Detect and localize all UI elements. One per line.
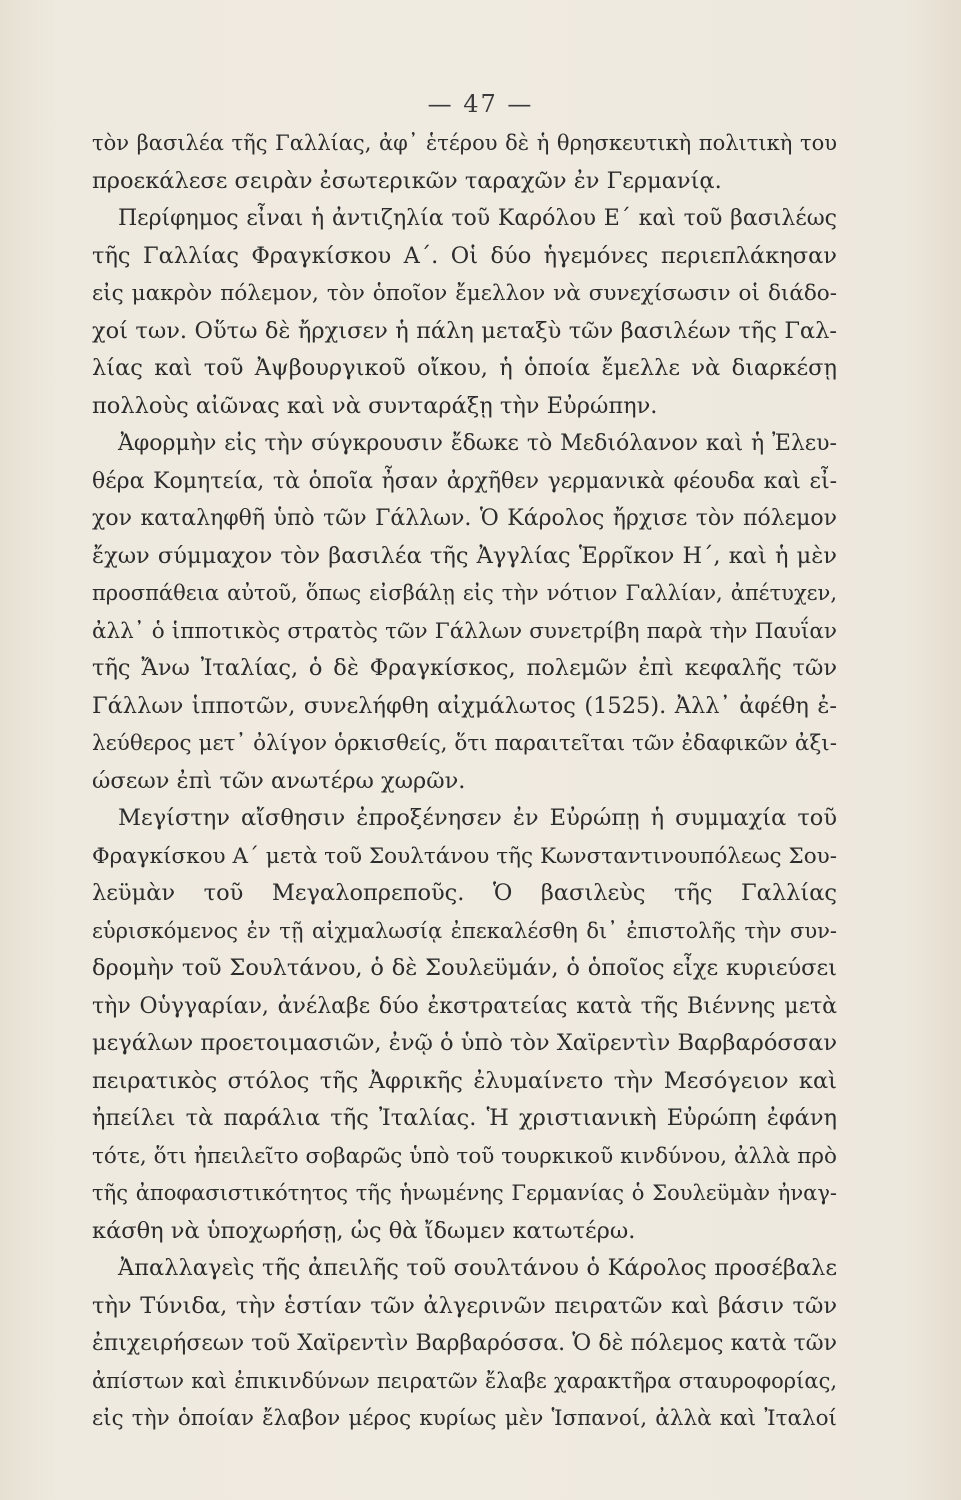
text-line: λεύθερος μετ᾽ ὀλίγον ὁρκισθείς, ὅτι παραιτεῖται τῶν ἐδαφικῶν ἀξι-	[92, 731, 837, 756]
text-line: πολλοὺς αἰῶνας καὶ νὰ συνταράξῃ τὴν Εὐρώπην.	[92, 392, 658, 419]
text-line: εἰς τὴν ὁποίαν ἔλαβον μέρος κυρίως μὲν Ἱσπανοί, ἀλλὰ καὶ Ἰταλοί	[92, 1406, 837, 1431]
text-line: χον καταληφθῆ ὑπὸ τῶν Γάλλων. Ὁ Κάρολος ἤρχισε τὸν πόλεμον	[92, 506, 837, 531]
text-line: τότε, ὅτι ἠπειλεῖτο σοβαρῶς ὑπὸ τοῦ τουρκικοῦ κινδύνου, ἀλλὰ πρὸ	[92, 1143, 837, 1169]
text-line: θέρα Κομητεία, τὰ ὁποῖα ἦσαν ἀρχῆθεν γερμανικὰ φέουδα καὶ εἶ-	[92, 468, 837, 494]
text-line: τὴν Οὑγγαρίαν, ἀνέλαβε δύο ἐκστρατείας κατὰ τῆς Βιέννης μετὰ	[92, 993, 837, 1019]
text-line: Φραγκίσκου Α´ μετὰ τοῦ Σουλτάνου τῆς Κωνσταντινουπόλεως Σου-	[92, 843, 837, 869]
text-line: τὴν Τύνιδα, τὴν ἑστίαν τῶν ἀλγερινῶν πειρατῶν καὶ βάσιν τῶν	[92, 1292, 837, 1319]
text-line: Περίφημος εἶναι ἡ ἀντιζηλία τοῦ Καρόλου Ε´ καὶ τοῦ βασιλέως	[118, 206, 837, 231]
text-line: εὑρισκόμενος ἐν τῇ αἰχμαλωσίᾳ ἐπεκαλέσθη δι᾽ ἐπιστολῆς τὴν συν-	[92, 918, 837, 943]
text-line: ώσεων ἐπὶ τῶν ανωτέρω χωρῶν.	[92, 767, 466, 794]
text-line: λίας καὶ τοῦ Ἀψβουργικοῦ οἴκου, ἡ ὁποία ἔμελλε νὰ διαρκέσῃ	[92, 355, 837, 381]
text-line: ἀπίστων καὶ ἐπικινδύνων πειρατῶν ἔλαβε χαρακτῆρα σταυροφορίας,	[92, 1368, 837, 1393]
text-line: κάσθη νὰ ὑποχωρήσῃ, ὡς θὰ ἴδωμεν κατωτέρω.	[92, 1217, 636, 1244]
text-line: χοί των. Οὕτω δὲ ἤρχισεν ἡ πάλη μεταξὺ τῶν βασιλέων τῆς Γαλ-	[92, 317, 837, 344]
text-line: τῆς Ἄνω Ἰταλίας, ὁ δὲ Φραγκίσκος, πολεμῶν ἐπὶ κεφαλῆς τῶν	[92, 655, 837, 681]
text-line: Ἀφορμὴν εἰς τὴν σύγκρουσιν ἔδωκε τὸ Μεδιόλανον καὶ ἡ Ἐλευ-	[118, 431, 837, 456]
text-line: εἰς μακρὸν πόλεμον, τὸν ὁποῖον ἔμελλον νὰ συνεχίσωσιν οἱ διάδο-	[92, 281, 837, 306]
text-line: Γάλλων ἱπποτῶν, συνελήφθη αἰχμάλωτος (1525). Ἀλλ᾽ ἀφέθη ἐ-	[92, 692, 837, 719]
body-text	[92, 125, 837, 1438]
text-line: τῆς Γαλλίας Φραγκίσκου Α´. Οἱ δύο ἡγεμόνες περιεπλάκησαν	[92, 242, 837, 269]
text-line: ἔχων σύμμαχον τὸν βασιλέα τῆς Ἀγγλίας Ἑρρῖκον Η´, καὶ ἡ μὲν	[92, 542, 837, 569]
text-line: ἠπείλει τὰ παράλια τῆς Ἰταλίας. Ἡ χριστιανικὴ Εὐρώπη ἐφάνη	[92, 1105, 837, 1131]
text-line: Ἀπαλλαγεὶς τῆς ἀπειλῆς τοῦ σουλτάνου ὁ Κάρολος προσέβαλε	[118, 1255, 837, 1281]
page-number: — 47 —	[427, 90, 534, 118]
text-line: ἀλλ᾽ ὁ ἱπποτικὸς στρατὸς τῶν Γάλλων συνετρίβη παρὰ τὴν Παυΐαν	[92, 618, 837, 644]
text-line: Μεγίστην αἴσθησιν ἐπροξένησεν ἐν Εὐρώπῃ ἡ συμμαχία τοῦ	[118, 805, 837, 831]
text-line: προεκάλεσε σειρὰν ἐσωτερικῶν ταραχῶν ἐν Γερμανίᾳ.	[92, 167, 722, 194]
text-line: μεγάλων προετοιμασιῶν, ἐνῷ ὁ ὑπὸ τὸν Χαϊρεντὶν Βαρβαρόσσαν	[92, 1030, 837, 1056]
text-line: τὸν βασιλέα τῆς Γαλλίας, ἀφ᾽ ἑτέρου δὲ ἡ θρησκευτικὴ πολιτικὴ του	[92, 131, 837, 155]
text-line: λεϋμὰν τοῦ Μεγαλοπρεποῦς. Ὁ βασιλεὺς τῆς Γαλλίας	[92, 880, 837, 906]
text-line: ἐπιχειρήσεων τοῦ Χαϊρεντὶν Βαρβαρόσσα. Ὁ δὲ πόλεμος κατὰ τῶν	[92, 1331, 837, 1356]
text-line: δρομὴν τοῦ Σουλτάνου, ὁ δὲ Σουλεϋμάν, ὁ ὁποῖος εἶχε κυριεύσει	[92, 955, 837, 981]
text-line: πειρατικὸς στόλος τῆς Ἀφρικῆς ἐλυμαίνετο τὴν Μεσόγειον καὶ	[92, 1067, 837, 1094]
text-line: τῆς ἀποφασιστικότητος τῆς ἡνωμένης Γερμανίας ὁ Σουλεϋμὰν ἠναγ-	[92, 1181, 837, 1205]
text-line: προσπάθεια αὐτοῦ, ὅπως εἰσβάλῃ εἰς τὴν νότιον Γαλλίαν, ἀπέτυχεν,	[92, 581, 837, 605]
